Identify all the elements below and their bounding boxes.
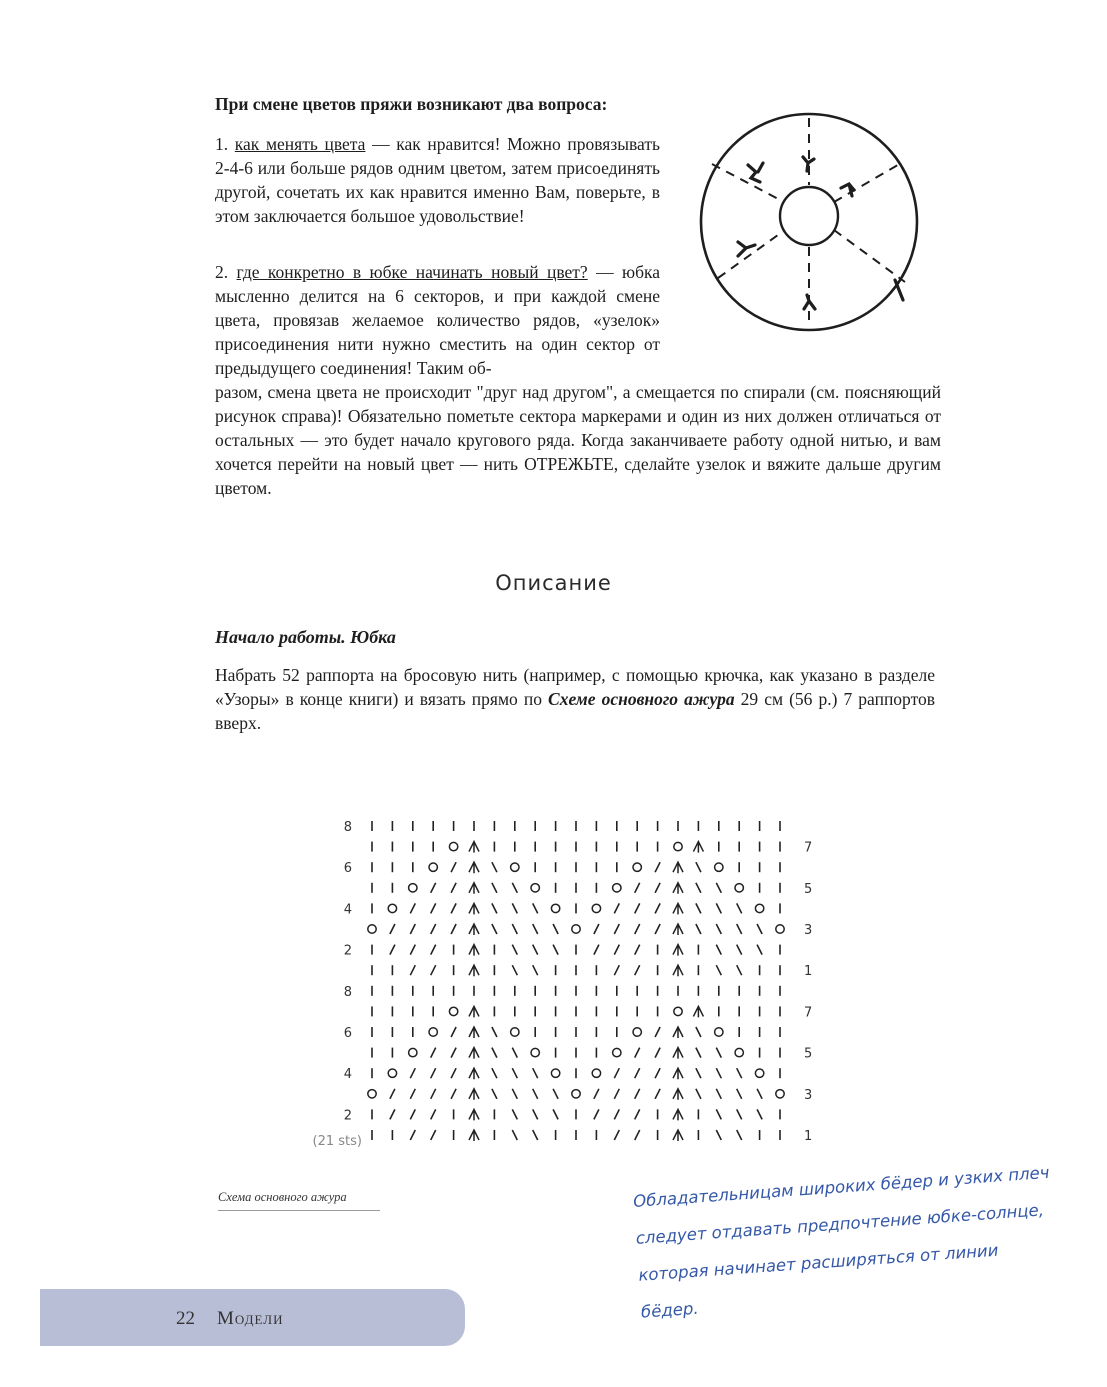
yarn-over-symbol [429, 1028, 437, 1036]
right-slant-stitch [390, 924, 395, 934]
left-slant-stitch [553, 945, 558, 955]
left-slant-stitch [553, 1109, 558, 1119]
right-slant-stitch [431, 965, 436, 975]
left-slant-stitch [533, 903, 538, 913]
yarn-over-symbol [735, 1048, 743, 1056]
right-slant-stitch [390, 1109, 395, 1119]
section-subtitle: Начало работы. Юбка [215, 627, 396, 647]
right-slant-stitch [635, 1048, 640, 1058]
left-slant-stitch [512, 945, 517, 955]
left-slant-stitch [757, 924, 762, 934]
right-slant-stitch [655, 924, 660, 934]
left-slant-stitch [533, 965, 538, 975]
left-slant-stitch [512, 1130, 517, 1140]
row-label-left: 8 [343, 820, 352, 835]
left-slant-stitch [533, 1109, 538, 1119]
right-slant-stitch [431, 903, 436, 913]
right-slant-stitch [594, 945, 599, 955]
right-slant-stitch [451, 1048, 456, 1058]
double-decrease-symbol [469, 1130, 479, 1141]
footer-section-title: Модели [217, 1308, 284, 1329]
right-slant-stitch [451, 883, 456, 893]
yarn-over-symbol [368, 925, 376, 933]
left-slant-stitch [492, 903, 497, 913]
right-slant-stitch [635, 1130, 640, 1140]
yarn-over-symbol [551, 904, 559, 912]
right-slant-stitch [410, 1089, 415, 1099]
left-slant-stitch [757, 945, 762, 955]
row-label-right: 5 [804, 881, 813, 897]
left-slant-stitch [696, 1089, 701, 1099]
stitch-count-label: (21 sts) [312, 1134, 362, 1149]
right-slant-stitch [431, 1089, 436, 1099]
q2-question: где конкретно в юбке начинать новый цвет? [236, 262, 588, 282]
yarn-over-symbol [715, 1028, 723, 1036]
right-slant-stitch [431, 1068, 436, 1078]
row-label-left: 8 [343, 984, 352, 1000]
right-slant-stitch [635, 1089, 640, 1099]
left-slant-stitch [716, 903, 721, 913]
right-slant-stitch [655, 883, 660, 893]
double-decrease-symbol [469, 1027, 479, 1038]
right-slant-stitch [614, 1130, 619, 1140]
yarn-over-symbol [592, 904, 600, 912]
yarn-over-symbol [674, 1007, 682, 1015]
double-decrease-symbol [673, 883, 683, 894]
right-slant-stitch [451, 903, 456, 913]
yarn-over-symbol [735, 884, 743, 892]
instructions [215, 663, 935, 735]
row-label-right: 5 [804, 1046, 813, 1062]
left-slant-stitch [716, 1068, 721, 1078]
left-slant-stitch [492, 1068, 497, 1078]
right-slant-stitch [410, 924, 415, 934]
left-slant-stitch [696, 1048, 701, 1058]
right-slant-stitch [431, 945, 436, 955]
right-slant-stitch [614, 1109, 619, 1119]
yarn-over-symbol [388, 1069, 396, 1077]
row-label-left: 2 [343, 943, 352, 959]
left-slant-stitch [512, 1109, 517, 1119]
left-slant-stitch [533, 1089, 538, 1099]
row-label-left: 6 [343, 1026, 352, 1041]
left-slant-stitch [512, 883, 517, 893]
left-slant-stitch [512, 1048, 517, 1058]
q1-answer: — как нравится! Можно провязывать 2-4-6 или больше рядов одним цветом, затем присоединять другой, сочетать их как нравится именно Вам, поверьте, в этом заключается большое удовольствие! [215, 134, 660, 226]
left-slant-stitch [492, 1089, 497, 1099]
left-slant-stitch [696, 862, 701, 872]
left-slant-stitch [716, 883, 721, 893]
yarn-over-symbol [531, 884, 539, 892]
double-decrease-symbol [469, 1068, 479, 1079]
left-slant-stitch [512, 1089, 517, 1099]
double-decrease-symbol [693, 842, 703, 853]
right-slant-stitch [410, 1130, 415, 1140]
intro-heading: При смене цветов пряжи возникают два вопроса: [215, 94, 608, 114]
lace-chart [300, 810, 820, 1170]
double-decrease-symbol [673, 903, 683, 914]
yarn-over-symbol [613, 884, 621, 892]
left-slant-stitch [512, 965, 517, 975]
double-decrease-symbol [673, 1068, 683, 1079]
yarn-over-symbol [409, 884, 417, 892]
left-slant-stitch [492, 1027, 497, 1037]
left-slant-stitch [696, 883, 701, 893]
right-slant-stitch [410, 903, 415, 913]
left-slant-stitch [533, 945, 538, 955]
double-decrease-symbol [469, 1048, 479, 1059]
caption-rule [218, 1210, 380, 1211]
left-slant-stitch [716, 1089, 721, 1099]
left-slant-stitch [716, 965, 721, 975]
yarn-over-symbol [613, 1048, 621, 1056]
double-decrease-symbol [673, 965, 683, 976]
right-slant-stitch [635, 903, 640, 913]
instructions-text: Набрать 52 раппорта на бросовую нить (например, с помощью крючка, как указано в разделе «Узоры» в конце книги) и вязать прямо по [215, 665, 935, 709]
yarn-over-symbol [776, 1090, 784, 1098]
double-decrease-symbol [469, 924, 479, 935]
left-slant-stitch [553, 924, 558, 934]
left-slant-stitch [696, 1027, 701, 1037]
right-slant-stitch [451, 1027, 456, 1037]
left-slant-stitch [757, 1089, 762, 1099]
double-decrease-symbol [469, 965, 479, 976]
left-slant-stitch [716, 945, 721, 955]
right-slant-stitch [451, 1089, 456, 1099]
row-label-right: 7 [804, 1005, 813, 1021]
yarn-over-symbol [511, 863, 519, 871]
left-slant-stitch [737, 903, 742, 913]
left-slant-stitch [716, 1130, 721, 1140]
right-slant-stitch [655, 1027, 660, 1037]
row-label-right: 1 [804, 1129, 813, 1144]
right-slant-stitch [594, 1109, 599, 1119]
q2-answer-part1: — юбка мысленно делится на 6 секторов, и при каждой смене цвета, провязав желаемое количество рядов, «узелок» присоединения нити нужно сместить на один сектор от предыдущего соединения! Таким об- [215, 262, 661, 378]
right-slant-stitch [410, 1109, 415, 1119]
yarn-over-symbol [633, 863, 641, 871]
row-label-left: 6 [343, 861, 352, 877]
right-slant-stitch [390, 1089, 395, 1099]
yarn-over-symbol [755, 1069, 763, 1077]
left-slant-stitch [757, 1109, 762, 1119]
right-slant-stitch [635, 965, 640, 975]
double-decrease-symbol [469, 1089, 479, 1100]
double-decrease-symbol [469, 1109, 479, 1120]
q1-number: 1. [215, 134, 235, 154]
right-slant-stitch [410, 945, 415, 955]
right-slant-stitch [410, 965, 415, 975]
row-label-right: 3 [804, 923, 813, 938]
right-slant-stitch [655, 903, 660, 913]
left-slant-stitch [492, 883, 497, 893]
left-slant-stitch [533, 1068, 538, 1078]
yarn-over-symbol [633, 1028, 641, 1036]
double-decrease-symbol [469, 945, 479, 956]
row-label-right: 1 [804, 964, 813, 980]
right-slant-stitch [451, 862, 456, 872]
yarn-over-symbol [551, 1069, 559, 1077]
yarn-over-symbol [429, 863, 437, 871]
row-label-left: 4 [343, 902, 352, 918]
left-slant-stitch [737, 945, 742, 955]
right-slant-stitch [451, 924, 456, 934]
right-slant-stitch [655, 1089, 660, 1099]
yarn-over-symbol [592, 1069, 600, 1077]
right-slant-stitch [635, 1068, 640, 1078]
right-slant-stitch [635, 1109, 640, 1119]
right-slant-stitch [614, 924, 619, 934]
right-slant-stitch [614, 965, 619, 975]
double-decrease-symbol [469, 1006, 479, 1017]
yarn-over-symbol [776, 925, 784, 933]
right-slant-stitch [431, 1109, 436, 1119]
double-decrease-symbol [673, 1130, 683, 1141]
left-slant-stitch [512, 903, 517, 913]
yarn-over-symbol [531, 1048, 539, 1056]
yarn-over-symbol [449, 842, 457, 850]
yarn-over-symbol [511, 1028, 519, 1036]
row-label-left: 4 [343, 1067, 352, 1083]
right-slant-stitch [451, 1068, 456, 1078]
right-slant-stitch [655, 1068, 660, 1078]
yarn-over-symbol [755, 904, 763, 912]
double-decrease-symbol [673, 1109, 683, 1120]
row-label-right: 3 [804, 1087, 813, 1103]
q2-number: 2. [215, 262, 237, 282]
double-decrease-symbol [673, 945, 683, 956]
right-slant-stitch [635, 924, 640, 934]
sector-diagram [690, 110, 930, 340]
left-slant-stitch [492, 924, 497, 934]
double-decrease-symbol [673, 1048, 683, 1059]
waist-hole [780, 187, 838, 245]
chart-caption: Схема основного ажура [218, 1190, 347, 1204]
left-slant-stitch [737, 965, 742, 975]
left-slant-stitch [737, 1068, 742, 1078]
left-slant-stitch [737, 1130, 742, 1140]
double-decrease-symbol [469, 883, 479, 894]
right-slant-stitch [390, 945, 395, 955]
right-slant-stitch [594, 1089, 599, 1099]
double-decrease-symbol [469, 862, 479, 873]
color-change-answer-2-continued: разом, смена цвета не происходит "друг над другом", а смещается по спирали (см. поясняющий рисунок справа)! Обязательно пометьте сектора маркерами и один из них должен отличаться от остальных — это будет начало кругового ряда. Когда заканчиваете работу одной нитью, и вам хочется перейти на новый цвет — нить ОТРЕЖЬТЕ, сделайте узелок и вяжите дальше другим цветом. [215, 382, 941, 498]
left-slant-stitch [512, 1068, 517, 1078]
right-slant-stitch [614, 1089, 619, 1099]
left-slant-stitch [696, 1068, 701, 1078]
left-slant-stitch [533, 1130, 538, 1140]
left-slant-stitch [492, 1048, 497, 1058]
right-slant-stitch [431, 883, 436, 893]
right-slant-stitch [655, 1048, 660, 1058]
yarn-over-symbol [674, 842, 682, 850]
row-label-right: 7 [804, 840, 813, 856]
double-decrease-symbol [693, 1006, 703, 1017]
page-number: 22 [176, 1308, 195, 1329]
left-slant-stitch [553, 1089, 558, 1099]
yarn-over-symbol [572, 1090, 580, 1098]
left-slant-stitch [716, 1109, 721, 1119]
double-decrease-symbol [469, 903, 479, 914]
section-title: Описание [495, 571, 612, 595]
yarn-over-symbol [449, 1007, 457, 1015]
right-slant-stitch [614, 903, 619, 913]
left-slant-stitch [716, 1048, 721, 1058]
left-slant-stitch [696, 903, 701, 913]
right-slant-stitch [594, 924, 599, 934]
instructions-tail: 29 см (56 р.) 7 раппортов вверх. [215, 689, 936, 733]
instructions-emphasis: Схеме основного ажура [548, 689, 735, 709]
yarn-over-symbol [409, 1048, 417, 1056]
right-slant-stitch [614, 945, 619, 955]
right-slant-stitch [614, 1068, 619, 1078]
double-decrease-symbol [673, 862, 683, 873]
right-slant-stitch [410, 1068, 415, 1078]
left-slant-stitch [716, 924, 721, 934]
double-decrease-symbol [469, 842, 479, 853]
right-slant-stitch [431, 1130, 436, 1140]
left-slant-stitch [737, 924, 742, 934]
double-decrease-symbol [673, 924, 683, 935]
knot-markers [738, 157, 903, 309]
yarn-over-symbol [572, 925, 580, 933]
right-slant-stitch [431, 1048, 436, 1058]
right-slant-stitch [655, 862, 660, 872]
handwritten-note: Обладательницам широких бёдер и узких плеч следует отдавать предпочтение юбке-солнце, которая начинает расширяться от линии бёдер. [632, 1162, 1050, 1322]
yarn-over-symbol [715, 863, 723, 871]
yarn-over-symbol [368, 1090, 376, 1098]
double-decrease-symbol [673, 1027, 683, 1038]
left-slant-stitch [737, 1089, 742, 1099]
right-slant-stitch [431, 924, 436, 934]
right-slant-stitch [635, 945, 640, 955]
yarn-over-symbol [388, 904, 396, 912]
left-slant-stitch [533, 924, 538, 934]
left-slant-stitch [696, 924, 701, 934]
left-slant-stitch [512, 924, 517, 934]
left-slant-stitch [492, 862, 497, 872]
left-slant-stitch [737, 1109, 742, 1119]
color-change-answer-1 [215, 132, 660, 228]
row-label-left: 2 [343, 1108, 352, 1124]
right-slant-stitch [635, 883, 640, 893]
double-decrease-symbol [673, 1089, 683, 1100]
q1-question: как менять цвета [234, 134, 366, 154]
color-change-answer-2 [215, 260, 660, 380]
